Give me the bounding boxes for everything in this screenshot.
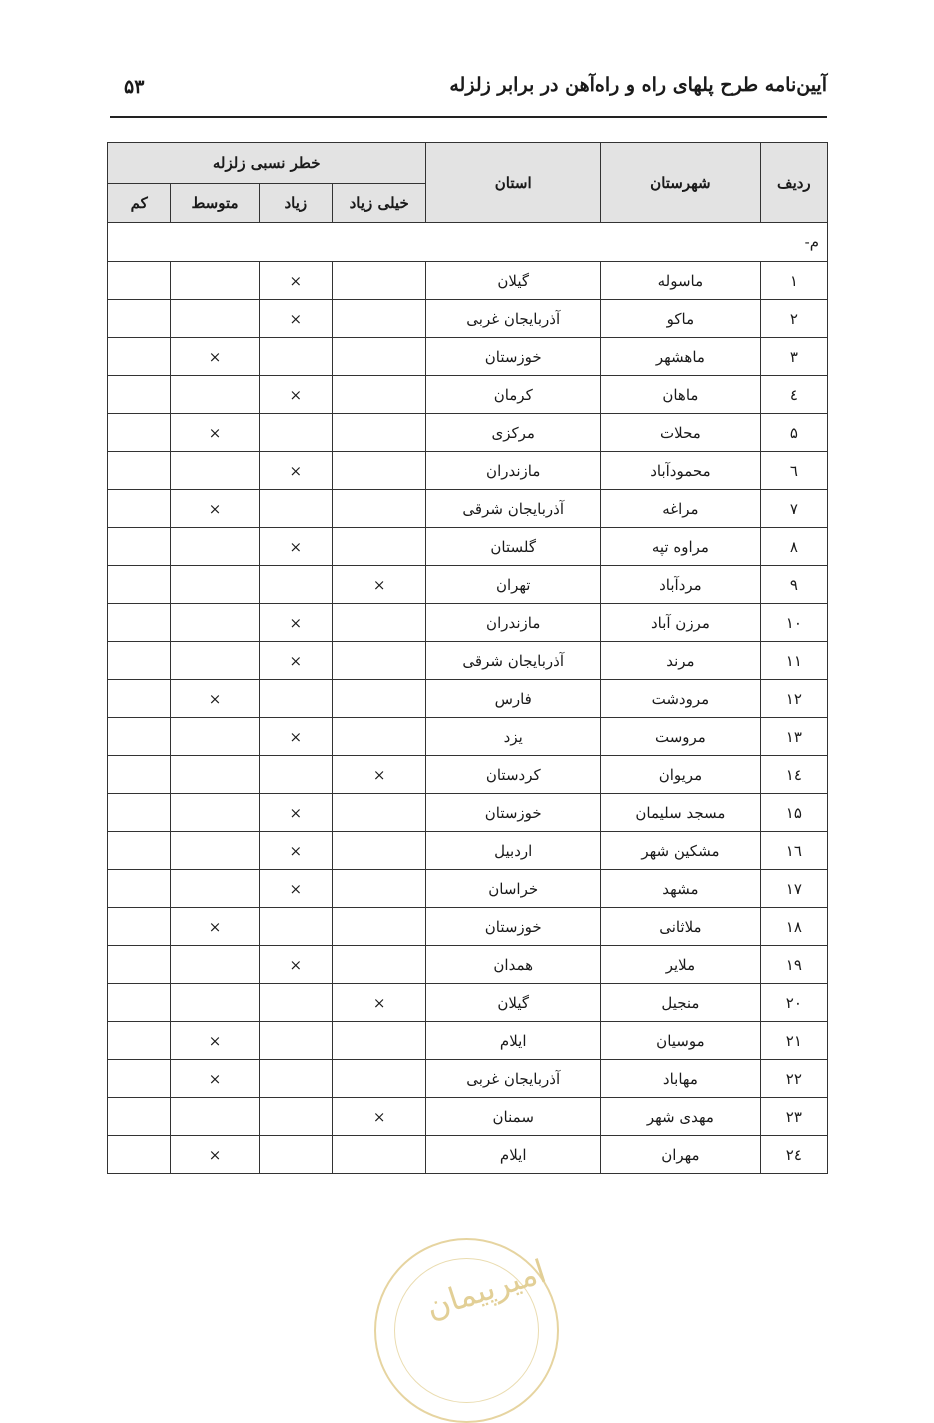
hazard-low-cell [108,794,171,832]
table-row [108,528,828,566]
row-number-cell: ۲٤ [760,1136,827,1174]
hazard-very-high-cell [332,908,425,946]
row-number-cell: ٦ [760,452,827,490]
row-number-cell: ۸ [760,528,827,566]
page-title: آیین‌نامه طرح پلهای راه و راه‌آهن در برابر زلزله [449,74,827,96]
hazard-medium-cell [171,300,259,338]
hazard-high-cell [259,832,332,870]
hazard-medium-cell [171,1098,259,1136]
column-header-hazard-group: خطر نسبی زلزله [108,143,426,184]
table-row [108,718,828,756]
hazard-very-high-cell [332,566,425,604]
hazard-mark: × [289,271,303,290]
table-row [108,946,828,984]
row-number-cell: ۱۳ [760,718,827,756]
table-row [108,870,828,908]
province-cell: خوزستان [426,338,601,376]
hazard-low-cell [108,1022,171,1060]
seismic-hazard-table [107,142,828,1174]
hazard-low-cell [108,642,171,680]
hazard-high-cell [259,452,332,490]
city-cell: مراغه [601,490,761,528]
province-cell: گیلان [426,984,601,1022]
table-row [108,376,828,414]
hazard-very-high-cell [332,642,425,680]
row-number-cell: ۹ [760,566,827,604]
province-cell: آذربایجان غربی [426,1060,601,1098]
hazard-low-cell [108,490,171,528]
row-number-cell: ۱۱ [760,642,827,680]
table-row [108,908,828,946]
hazard-medium-cell [171,452,259,490]
hazard-high-cell [259,414,332,452]
hazard-mark: × [289,461,303,480]
table-row [108,832,828,870]
hazard-medium-cell [171,262,259,300]
hazard-high-cell [259,566,332,604]
table-row [108,566,828,604]
hazard-high-cell [259,528,332,566]
row-number-cell: ۵ [760,414,827,452]
seal-text: امیرپیمان [421,1251,551,1327]
hazard-high-cell [259,984,332,1022]
province-cell: مرکزی [426,414,601,452]
row-number-cell: ۱ [760,262,827,300]
city-cell: مریوان [601,756,761,794]
row-number-cell: ۲ [760,300,827,338]
header-divider [110,116,827,118]
hazard-high-cell [259,908,332,946]
table-row [108,756,828,794]
row-number-cell: ۳ [760,338,827,376]
row-number-cell: ۱۲ [760,680,827,718]
hazard-high-cell [259,300,332,338]
city-cell: مشهد [601,870,761,908]
hazard-medium-cell [171,566,259,604]
column-header-very-high: خیلی زیاد [332,184,425,223]
hazard-mark: × [208,499,222,518]
province-cell: اردبیل [426,832,601,870]
hazard-mark: × [208,689,222,708]
province-cell: فارس [426,680,601,718]
hazard-medium-cell [171,718,259,756]
table-body [108,223,828,1174]
hazard-very-high-cell [332,1060,425,1098]
city-cell: مهدی شهر [601,1098,761,1136]
hazard-low-cell [108,452,171,490]
table-row [108,1136,828,1174]
hazard-very-high-cell [332,452,425,490]
hazard-medium-cell [171,946,259,984]
hazard-high-cell [259,1098,332,1136]
province-cell: همدان [426,946,601,984]
city-cell: مروست [601,718,761,756]
column-header-row-number: ردیف [760,143,827,223]
hazard-very-high-cell [332,870,425,908]
hazard-very-high-cell [332,832,425,870]
hazard-low-cell [108,566,171,604]
hazard-high-cell [259,1060,332,1098]
hazard-high-cell [259,718,332,756]
hazard-low-cell [108,338,171,376]
table-row [108,1060,828,1098]
hazard-very-high-cell [332,680,425,718]
hazard-high-cell [259,946,332,984]
hazard-high-cell [259,338,332,376]
hazard-very-high-cell [332,1098,425,1136]
table-row [108,1098,828,1136]
province-cell: کردستان [426,756,601,794]
hazard-medium-cell [171,984,259,1022]
hazard-very-high-cell [332,338,425,376]
table-row [108,604,828,642]
table-row [108,300,828,338]
hazard-low-cell [108,984,171,1022]
hazard-medium-cell [171,794,259,832]
hazard-low-cell [108,756,171,794]
province-cell: سمنان [426,1098,601,1136]
row-number-cell: ۱۷ [760,870,827,908]
hazard-low-cell [108,1098,171,1136]
hazard-high-cell [259,262,332,300]
group-label: م- [108,223,828,262]
hazard-high-cell [259,870,332,908]
province-cell: ایلام [426,1022,601,1060]
row-number-cell: ۲۰ [760,984,827,1022]
hazard-high-cell [259,642,332,680]
table-row [108,642,828,680]
city-cell: مرزن آباد [601,604,761,642]
table-row [108,452,828,490]
hazard-mark: × [208,1145,222,1164]
hazard-mark: × [289,537,303,556]
hazard-medium-cell [171,680,259,718]
hazard-very-high-cell [332,528,425,566]
hazard-medium-cell [171,642,259,680]
province-cell: تهران [426,566,601,604]
province-cell: آذربایجان شرقی [426,490,601,528]
city-cell: مهران [601,1136,761,1174]
hazard-very-high-cell [332,414,425,452]
hazard-low-cell [108,300,171,338]
city-cell: مرودشت [601,680,761,718]
hazard-mark: × [208,347,222,366]
province-cell: خوزستان [426,794,601,832]
row-number-cell: ۲۲ [760,1060,827,1098]
province-cell: گیلان [426,262,601,300]
hazard-low-cell [108,946,171,984]
row-number-cell: ۱٤ [760,756,827,794]
table-row [108,414,828,452]
hazard-mark: × [208,1069,222,1088]
hazard-medium-cell [171,376,259,414]
province-cell: مازندران [426,452,601,490]
hazard-mark: × [289,385,303,404]
hazard-high-cell [259,604,332,642]
hazard-medium-cell [171,528,259,566]
province-cell: ایلام [426,1136,601,1174]
row-number-cell: ٤ [760,376,827,414]
hazard-mark: × [372,1107,386,1126]
hazard-low-cell [108,680,171,718]
page-number: ۵۳ [124,76,145,98]
row-number-cell: ۱۰ [760,604,827,642]
row-number-cell: ۷ [760,490,827,528]
column-header-province: استان [426,143,601,223]
hazard-high-cell [259,756,332,794]
table-row [108,794,828,832]
hazard-very-high-cell [332,984,425,1022]
province-cell: خراسان [426,870,601,908]
table-row [108,1022,828,1060]
hazard-low-cell [108,262,171,300]
province-cell: خوزستان [426,908,601,946]
province-cell: گلستان [426,528,601,566]
hazard-low-cell [108,718,171,756]
column-header-low: کم [108,184,171,223]
hazard-mark: × [289,727,303,746]
hazard-low-cell [108,1136,171,1174]
column-header-city: شهرستان [601,143,761,223]
hazard-very-high-cell [332,262,425,300]
table-row [108,984,828,1022]
hazard-low-cell [108,604,171,642]
hazard-medium-cell [171,832,259,870]
hazard-mark: × [208,1031,222,1050]
column-header-high: زیاد [259,184,332,223]
hazard-mark: × [289,309,303,328]
city-cell: مردآباد [601,566,761,604]
hazard-very-high-cell [332,604,425,642]
hazard-low-cell [108,528,171,566]
hazard-high-cell [259,490,332,528]
hazard-very-high-cell [332,1022,425,1060]
city-cell: موسیان [601,1022,761,1060]
hazard-high-cell [259,1136,332,1174]
row-number-cell: ۲۳ [760,1098,827,1136]
hazard-low-cell [108,832,171,870]
city-cell: مهاباد [601,1060,761,1098]
hazard-high-cell [259,794,332,832]
hazard-mark: × [372,993,386,1012]
city-cell: ماکو [601,300,761,338]
table-row [108,262,828,300]
city-cell: ملاثانی [601,908,761,946]
table-row [108,680,828,718]
city-cell: محمودآباد [601,452,761,490]
province-cell: مازندران [426,604,601,642]
hazard-mark: × [289,879,303,898]
hazard-low-cell [108,908,171,946]
hazard-medium-cell [171,870,259,908]
city-cell: ملایر [601,946,761,984]
city-cell: محلات [601,414,761,452]
hazard-mark: × [372,765,386,784]
hazard-low-cell [108,870,171,908]
hazard-medium-cell [171,1136,259,1174]
hazard-mark: × [289,613,303,632]
hazard-mark: × [289,955,303,974]
province-cell: کرمان [426,376,601,414]
hazard-very-high-cell [332,376,425,414]
city-cell: ماهشهر [601,338,761,376]
hazard-very-high-cell [332,718,425,756]
hazard-low-cell [108,414,171,452]
hazard-mark: × [208,423,222,442]
column-header-medium: متوسط [171,184,259,223]
hazard-mark: × [208,917,222,936]
province-cell: آذربایجان شرقی [426,642,601,680]
city-cell: مشکین شهر [601,832,761,870]
city-cell: مراوه تپه [601,528,761,566]
row-number-cell: ۲۱ [760,1022,827,1060]
table-row [108,338,828,376]
hazard-medium-cell [171,1060,259,1098]
hazard-mark: × [289,651,303,670]
row-number-cell: ۱۸ [760,908,827,946]
hazard-medium-cell [171,414,259,452]
hazard-medium-cell [171,490,259,528]
hazard-medium-cell [171,338,259,376]
hazard-high-cell [259,376,332,414]
province-cell: یزد [426,718,601,756]
hazard-very-high-cell [332,794,425,832]
hazard-medium-cell [171,604,259,642]
hazard-very-high-cell [332,946,425,984]
hazard-medium-cell [171,756,259,794]
hazard-high-cell [259,1022,332,1060]
hazard-high-cell [259,680,332,718]
row-number-cell: ۱٦ [760,832,827,870]
hazard-very-high-cell [332,300,425,338]
city-cell: مرند [601,642,761,680]
hazard-mark: × [289,803,303,822]
hazard-low-cell [108,1060,171,1098]
hazard-mark: × [289,841,303,860]
hazard-very-high-cell [332,490,425,528]
table-row [108,490,828,528]
hazard-low-cell [108,376,171,414]
city-cell: مسجد سلیمان [601,794,761,832]
row-number-cell: ۱۵ [760,794,827,832]
city-cell: ماسوله [601,262,761,300]
city-cell: منجیل [601,984,761,1022]
hazard-mark: × [372,575,386,594]
hazard-very-high-cell [332,756,425,794]
hazard-medium-cell [171,908,259,946]
hazard-medium-cell [171,1022,259,1060]
hazard-very-high-cell [332,1136,425,1174]
province-cell: آذربایجان غربی [426,300,601,338]
publisher-seal-watermark [374,1238,559,1423]
row-number-cell: ۱۹ [760,946,827,984]
city-cell: ماهان [601,376,761,414]
page-header [110,70,827,110]
